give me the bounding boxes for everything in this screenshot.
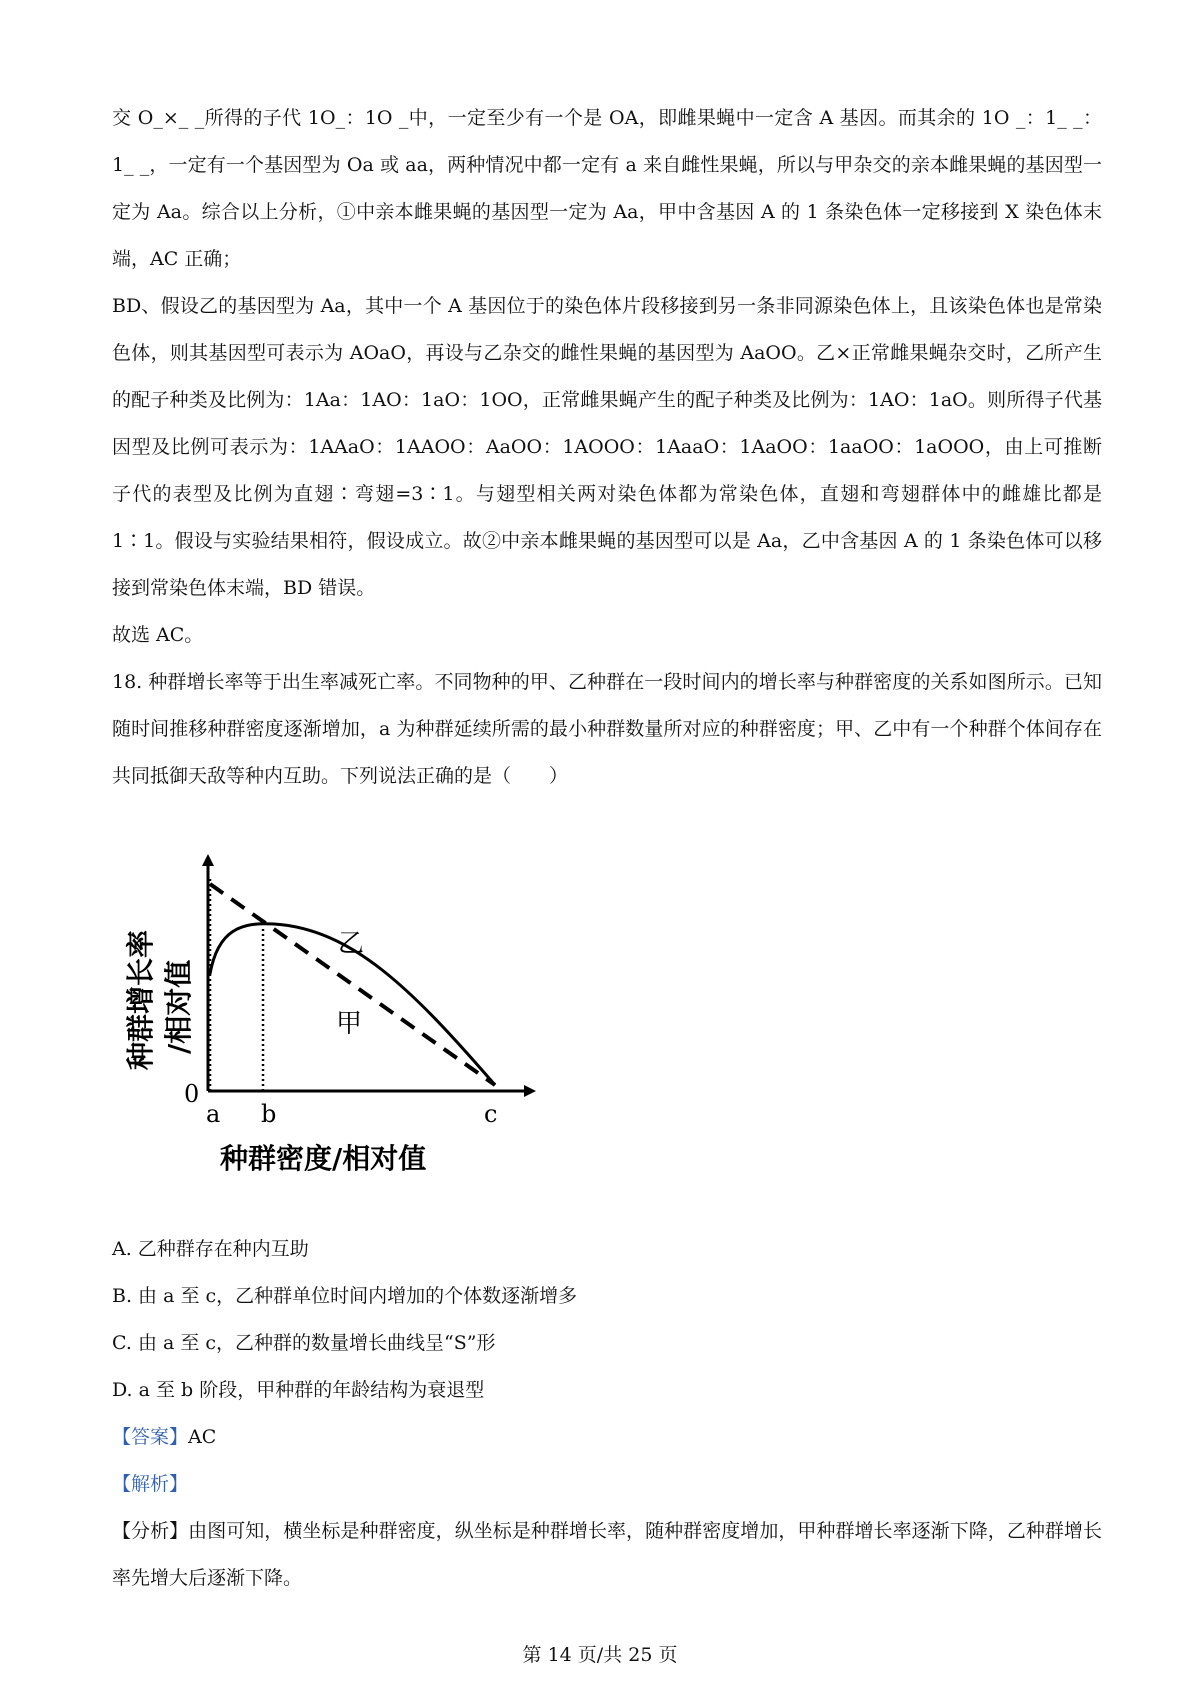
- paragraph-bd-analysis: BD、假设乙的基因型为 Aa，其中一个 A 基因位于的染色体片段移接到另一条非同源染色体上，且该染色体也是常染色体，则其基因型可表示为 AOaO，再设与乙杂交的雌性果蝇的基因型为 AaOO。乙×正常雌果蝇杂交时，乙所产生的配子种类及比例为：1Aa：1AO：1aO：1OO，正常雌果蝇产生的配子种类及比例为：1AO：1aO。则所得子代基因型及比例可表示为：1AAaO：1AAOO：AaOO：1AOOO：1AaaO：1AaOO：1aaOO：1aOOO，由上可推断子代的表型及比例为直翅∶弯翅=3∶1。与翅型相关两对染色体都为常染色体，直翅和弯翅群体中的雌雄比都是 1∶1。假设与实验结果相符，假设成立。故②中亲本雌果蝇的基因型可以是 Aa，乙中含基因 A 的 1 条染色体可以移接到常染色体末端，BD 错误。: [112, 295, 1102, 599]
- question-18-stem: 18. 种群增长率等于出生率减死亡率。不同物种的甲、乙种群在一段时间内的增长率与种群密度的关系如图所示。已知随时间推移种群密度逐渐增加，a 为种群延续所需的最小种群数量所对应的种群密度；甲、乙中有一个种群个体间存在共同抵御天敌等种内互助。下列说法正确的是（ ）: [112, 671, 1102, 787]
- x-tick-a: a: [206, 1100, 221, 1128]
- page-content: [112, 95, 1102, 1602]
- analysis-line: [112, 1461, 1102, 1508]
- curve-label-yi: 乙: [338, 929, 365, 959]
- x-tick-b: b: [261, 1100, 277, 1128]
- curve-jia: [210, 884, 495, 1085]
- option-c: C. 由 a 至 c，乙种群的数量增长曲线呈“S”形: [112, 1332, 496, 1354]
- population-growth-figure: [112, 804, 1102, 1224]
- fenxi-text: 由图可知，横坐标是种群密度，纵坐标是种群增长率，随种群密度增加，甲种群增长率逐渐下降，乙种群增长率先增大后逐渐下降。: [112, 1520, 1102, 1589]
- answer-line: [112, 1414, 1102, 1461]
- fenxi-tag: 【分析】: [112, 1520, 189, 1542]
- fenxi-paragraph: [112, 1508, 1102, 1602]
- option-d: D. a 至 b 阶段，甲种群的年龄结构为衰退型: [112, 1379, 485, 1401]
- analysis-tag: 【解析】: [112, 1473, 189, 1495]
- x-tick-c: c: [484, 1100, 498, 1128]
- origin-label: 0: [184, 1080, 200, 1108]
- y-axis-label-line1: 种群增长率: [124, 929, 157, 1070]
- growth-rate-diagram: [112, 804, 552, 1224]
- x-axis-label: 种群密度/相对值: [220, 1142, 427, 1175]
- answer-text: AC: [188, 1426, 217, 1448]
- option-b: B. 由 a 至 c，乙种群单位时间内增加的个体数逐渐增多: [112, 1285, 578, 1307]
- y-axis-label-line2: /相对值: [162, 959, 195, 1054]
- answer-tag: 【答案】: [112, 1426, 189, 1448]
- paragraph-genotype-analysis: 交 O_×_ _所得的子代 1O_：1O _中，一定至少有一个是 OA，即雌果蝇中一定含 A 基因。而其余的 1O _：1_ _：1_ _，一定有一个基因型为 Oa 或 aa，两种情况中都一定有 a 来自雌性果蝇，所以与甲杂交的亲本雌果蝇的基因型一定为 Aa。综合以上分析，①中亲本雌果蝇的基因型一定为 Aa，甲中含基因 A 的 1 条染色体一定移接到 X 染色体末端，AC 正确；: [112, 107, 1102, 270]
- option-a: A. 乙种群存在种内互助: [112, 1238, 309, 1260]
- curve-label-jia: 甲: [336, 1009, 363, 1039]
- page-footer: 第 14 页/共 25 页: [522, 1644, 678, 1666]
- paragraph-conclusion: 故选 AC。: [112, 624, 204, 646]
